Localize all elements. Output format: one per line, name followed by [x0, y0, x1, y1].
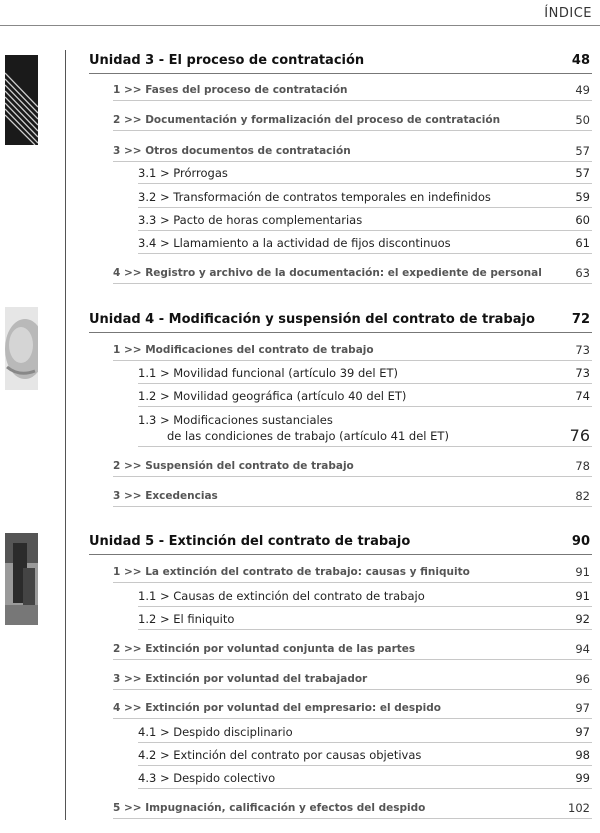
toc-subsection-entry[interactable] [0, 610, 600, 628]
entry-page-number: 57 [575, 166, 590, 180]
unit-heading[interactable] [0, 311, 600, 329]
entry-title: 4.1 > Despido disciplinario [138, 725, 293, 739]
entry-rule [138, 742, 592, 743]
entry-rule [138, 383, 592, 384]
entry-page-number: 78 [575, 459, 590, 473]
entry-page-number: 63 [575, 266, 590, 280]
entry-rule [113, 283, 592, 284]
entry-rule [113, 689, 592, 690]
entry-rule [138, 765, 592, 766]
entry-page-number: 73 [575, 343, 590, 357]
unit-page-number: 72 [571, 312, 590, 327]
entry-page-number: 57 [575, 144, 590, 158]
toc-subsection-entry[interactable] [0, 746, 600, 764]
entry-rule [138, 788, 592, 789]
toc-subsection-entry[interactable] [0, 723, 600, 741]
unit-heading[interactable] [0, 52, 600, 70]
entry-page-number: 98 [575, 748, 590, 762]
entry-rule [113, 476, 592, 477]
header-rule [0, 25, 600, 26]
entry-title: 4 >> Extinción por voluntad del empresario: el despido [113, 702, 441, 714]
entry-title: 1.1 > Causas de extinción del contrato de trabajo [138, 589, 425, 603]
toc-subsection-entry[interactable] [0, 769, 600, 787]
unit-page-number: 48 [571, 53, 590, 68]
entry-rule [138, 253, 592, 254]
entry-rule [138, 230, 592, 231]
toc-subsection-entry[interactable] [0, 234, 600, 252]
entry-title: 1 >> Modificaciones del contrato de trabajo [113, 344, 374, 356]
entry-title: 3 >> Extinción por voluntad del trabajador [113, 673, 368, 685]
toc-section-entry[interactable] [0, 111, 600, 129]
toc-subsection-entry[interactable] [0, 364, 600, 382]
entry-title: 1.2 > Movilidad geográfica (artículo 40 del ET) [138, 389, 407, 403]
entry-title: 1 >> La extinción del contrato de trabajo: causas y finiquito [113, 566, 470, 578]
entry-title: 1.3 > Modificaciones sustanciales [138, 413, 333, 427]
entry-title: 2 >> Extinción por voluntad conjunta de las partes [113, 643, 416, 655]
entry-title: 2 >> Suspensión del contrato de trabajo [113, 460, 354, 472]
toc-section-entry[interactable] [0, 142, 600, 160]
toc-section-entry[interactable] [0, 81, 600, 99]
entry-rule [113, 659, 592, 660]
entry-title: 5 >> Impugnación, calificación y efectos del despido [113, 802, 426, 814]
entry-rule [138, 629, 592, 630]
entry-rule [113, 360, 592, 361]
entry-page-number: 92 [575, 612, 590, 626]
page-header-title: ÍNDICE [544, 6, 592, 21]
entry-title: 3.2 > Transformación de contratos temporales en indefinidos [138, 190, 491, 204]
toc-subsection-entry[interactable] [0, 427, 600, 445]
toc-subsection-entry[interactable] [0, 587, 600, 605]
unit-title: Unidad 3 - El proceso de contratación [89, 53, 365, 68]
entry-rule [138, 446, 592, 447]
unit-rule [89, 554, 592, 555]
entry-page-number: 61 [575, 236, 590, 250]
entry-rule [113, 718, 592, 719]
entry-page-number: 102 [568, 801, 590, 815]
toc-section-entry[interactable] [0, 487, 600, 505]
entry-title: 4.3 > Despido colectivo [138, 771, 276, 785]
entry-rule [138, 207, 592, 208]
toc-section-entry[interactable] [0, 563, 600, 581]
entry-title: de las condiciones de trabajo (artículo 41 del ET) [167, 429, 449, 443]
entry-title: 3 >> Otros documentos de contratación [113, 145, 351, 157]
entry-title: 2 >> Documentación y formalización del proceso de contratación [113, 114, 501, 126]
entry-rule [113, 100, 592, 101]
entry-title: 1.1 > Movilidad funcional (artículo 39 del ET) [138, 366, 399, 380]
entry-page-number: 97 [575, 701, 590, 715]
entry-title: 1.2 > El finiquito [138, 612, 235, 626]
entry-page-number: 74 [575, 389, 590, 403]
unit-title: Unidad 5 - Extinción del contrato de trabajo [89, 534, 411, 549]
entry-page-number: 82 [575, 489, 590, 503]
entry-page-number: 96 [575, 672, 590, 686]
toc-section-entry[interactable] [0, 699, 600, 717]
toc-subsection-entry[interactable] [0, 188, 600, 206]
entry-title: 4 >> Registro y archivo de la documentación: el expediente de personal [113, 267, 542, 279]
entry-page-number: 73 [575, 366, 590, 380]
entry-page-number: 97 [575, 725, 590, 739]
entry-rule [113, 582, 592, 583]
entry-page-number: 91 [575, 589, 590, 603]
entry-page-number: 76 [569, 426, 590, 445]
unit-rule [89, 332, 592, 333]
entry-title: 4.2 > Extinción del contrato por causas objetivas [138, 748, 422, 762]
toc-section-entry[interactable] [0, 341, 600, 359]
toc-section-entry[interactable] [0, 799, 600, 817]
toc-section-entry[interactable] [0, 640, 600, 658]
entry-page-number: 91 [575, 565, 590, 579]
entry-page-number: 50 [575, 113, 590, 127]
toc-subsection-entry[interactable] [0, 164, 600, 182]
toc-section-entry[interactable] [0, 457, 600, 475]
entry-title: 3.4 > Llamamiento a la actividad de fijos discontinuos [138, 236, 451, 250]
unit-title: Unidad 4 - Modificación y suspensión del contrato de trabajo [89, 312, 535, 327]
entry-page-number: 59 [575, 190, 590, 204]
toc-section-entry[interactable] [0, 264, 600, 282]
entry-rule [138, 183, 592, 184]
toc-subsection-entry[interactable] [0, 387, 600, 405]
entry-title: 1 >> Fases del proceso de contratación [113, 84, 348, 96]
entry-page-number: 60 [575, 213, 590, 227]
entry-rule [138, 606, 592, 607]
entry-title: 3.3 > Pacto de horas complementarias [138, 213, 363, 227]
entry-title: 3.1 > Prórrogas [138, 166, 228, 180]
entry-rule [113, 506, 592, 507]
entry-page-number: 94 [575, 642, 590, 656]
toc-subsection-entry[interactable] [0, 211, 600, 229]
unit-rule [89, 73, 592, 74]
entry-title: 3 >> Excedencias [113, 490, 218, 502]
entry-rule [113, 130, 592, 131]
entry-page-number: 99 [575, 771, 590, 785]
entry-rule [138, 406, 592, 407]
toc-section-entry[interactable] [0, 670, 600, 688]
unit-heading[interactable] [0, 533, 600, 551]
entry-rule [113, 818, 592, 819]
entry-rule [113, 161, 592, 162]
unit-page-number: 90 [571, 534, 590, 549]
entry-page-number: 49 [575, 83, 590, 97]
